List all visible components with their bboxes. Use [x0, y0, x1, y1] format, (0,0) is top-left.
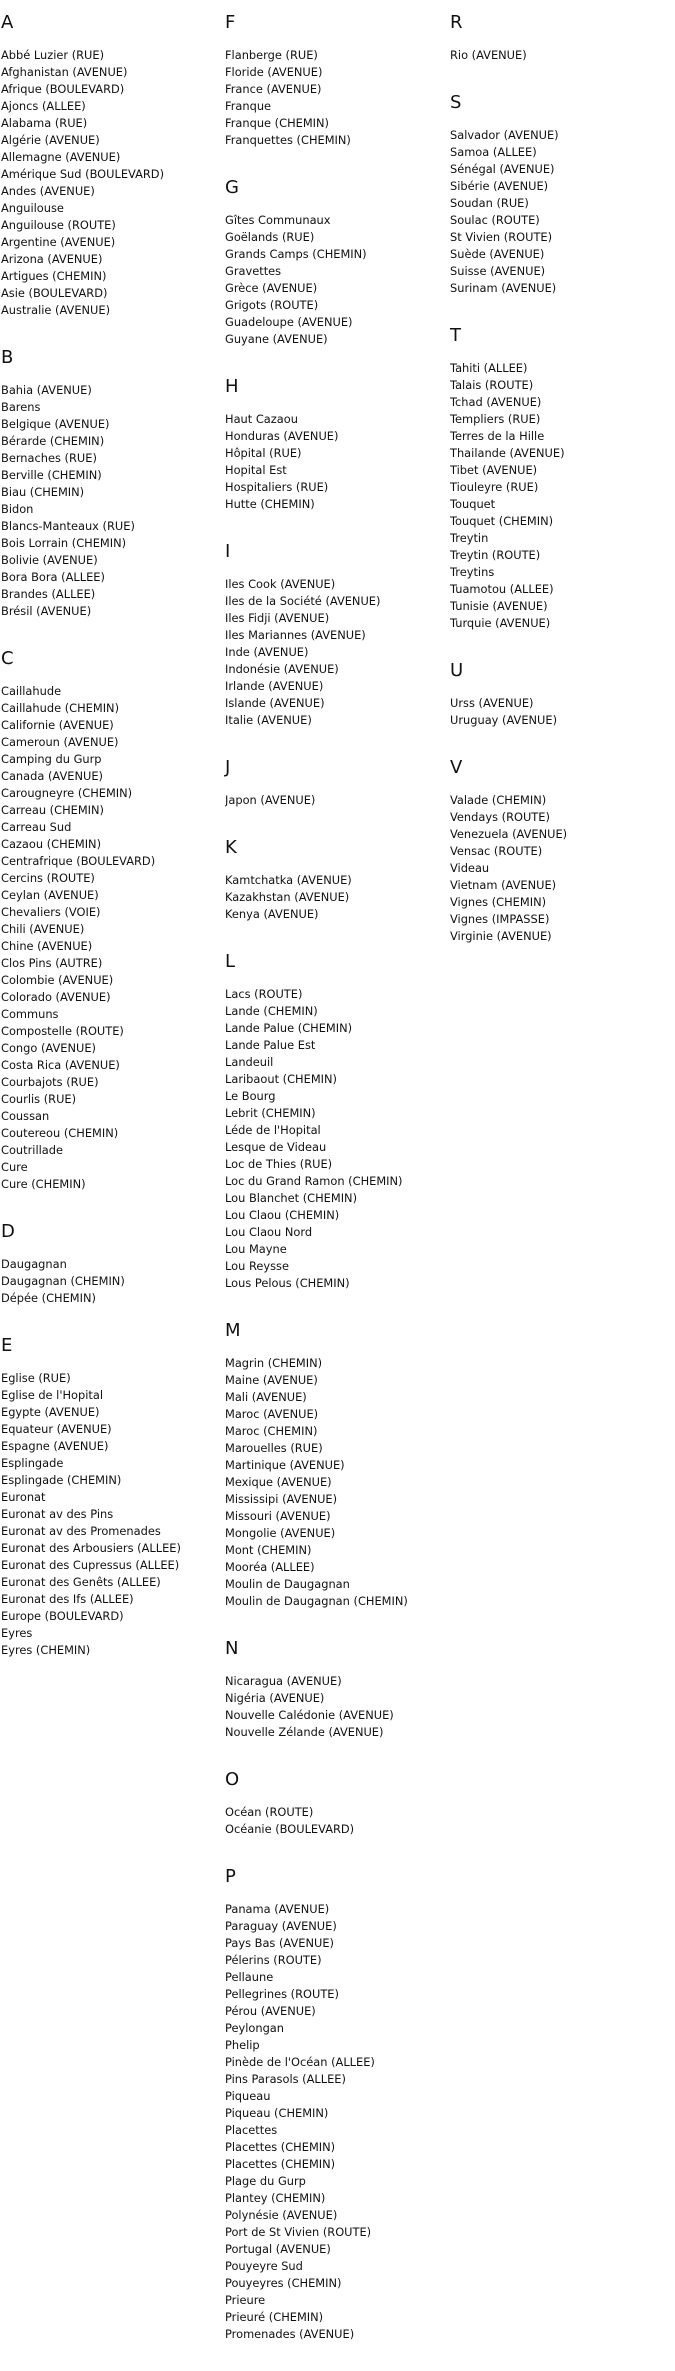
street-link[interactable]: Berville (CHEMIN) [1, 468, 102, 482]
street-link[interactable]: Uruguay (AVENUE) [450, 713, 558, 727]
letter-group [450, 325, 672, 632]
street-link[interactable]: Gîtes Communaux [225, 213, 331, 227]
street-link[interactable]: Tunisie (AVENUE) [450, 599, 548, 613]
street-link[interactable]: Vignes (CHEMIN) [450, 895, 547, 909]
street-link[interactable]: Australie (AVENUE) [1, 303, 111, 317]
street-link[interactable]: Vignes (IMPASSE) [450, 912, 550, 926]
street-link[interactable]: Grands Camps (CHEMIN) [225, 247, 367, 261]
street-link[interactable]: Sibérie (AVENUE) [450, 179, 549, 193]
street-link[interactable]: Afrique (BOULEVARD) [1, 82, 125, 96]
street-link[interactable]: Euronat des Arbousiers (ALLEE) [1, 1541, 181, 1555]
letter-group [225, 837, 450, 923]
street-link[interactable]: Magrin (CHEMIN) [225, 1356, 323, 1370]
street-link[interactable]: Suisse (AVENUE) [450, 264, 546, 278]
street-link[interactable]: Loc de Thies (RUE) [225, 1157, 333, 1171]
street-link[interactable]: Dépée (CHEMIN) [1, 1291, 96, 1305]
street-link[interactable]: Templiers (RUE) [450, 412, 541, 426]
street-link[interactable]: Maine (AVENUE) [225, 1373, 318, 1387]
street-link[interactable]: Biau (CHEMIN) [1, 485, 85, 499]
street-link[interactable]: Missouri (AVENUE) [225, 1509, 331, 1523]
letter-heading: T [450, 325, 461, 346]
letter-heading: G [225, 177, 239, 198]
street-list [225, 792, 450, 809]
street-link[interactable]: Lou Claou Nord [225, 1225, 313, 1239]
street-link[interactable]: Treytin [450, 531, 489, 545]
letter-group [225, 1638, 450, 1741]
letter-group [225, 12, 450, 149]
street-link[interactable]: Anguilouse [1, 201, 64, 215]
street-link[interactable]: Allemagne (AVENUE) [1, 150, 121, 164]
street-link[interactable]: Andes (AVENUE) [1, 184, 95, 198]
street-link[interactable]: Euronat av des Promenades [1, 1524, 161, 1538]
street-link[interactable]: Honduras (AVENUE) [225, 429, 339, 443]
letter-group [450, 757, 672, 945]
letter-group [1, 1221, 221, 1307]
street-link[interactable]: Mooréa (ALLEE) [225, 1560, 315, 1574]
street-link[interactable]: Landeuil [225, 1055, 274, 1069]
street-link[interactable]: Iles Mariannes (AVENUE) [225, 628, 366, 642]
letter-group [225, 177, 450, 348]
street-link[interactable]: Port de St Vivien (ROUTE) [225, 2225, 372, 2239]
letter-heading: I [225, 541, 231, 562]
street-link[interactable]: Prieuré (CHEMIN) [225, 2310, 324, 2324]
street-link[interactable]: Coutereou (CHEMIN) [1, 1126, 119, 1140]
street-link[interactable]: Indonésie (AVENUE) [225, 662, 339, 676]
letter-group [1, 1335, 221, 1659]
street-list [225, 212, 450, 348]
street-link[interactable]: Bora Bora (ALLEE) [1, 570, 105, 584]
street-list [225, 986, 450, 1292]
letter-group [225, 376, 450, 513]
street-link[interactable]: Flanberge (RUE) [225, 48, 318, 62]
street-link[interactable]: Océan (ROUTE) [225, 1805, 314, 1819]
street-link[interactable]: Clos Pins (AUTRE) [1, 956, 103, 970]
letter-heading: E [1, 1335, 13, 1356]
street-link[interactable]: Chine (AVENUE) [1, 939, 93, 953]
street-link[interactable]: Videau [450, 861, 490, 875]
street-link[interactable]: Coussan [1, 1109, 50, 1123]
street-link[interactable]: Turquie (AVENUE) [450, 616, 551, 630]
street-link[interactable]: Bidon [1, 502, 34, 516]
street-link[interactable]: Courlis (RUE) [1, 1092, 77, 1106]
street-link[interactable]: Mississipi (AVENUE) [225, 1492, 338, 1506]
street-link[interactable]: Hutte (CHEMIN) [225, 497, 315, 511]
street-link[interactable]: Treytins [450, 565, 495, 579]
street-link[interactable]: Guyane (AVENUE) [225, 332, 328, 346]
street-link[interactable]: Salvador (AVENUE) [450, 128, 559, 142]
street-link[interactable]: Tiouleyre (RUE) [450, 480, 539, 494]
street-link[interactable]: Cure [1, 1160, 28, 1174]
street-link[interactable]: Le Bourg [225, 1089, 276, 1103]
letter-heading: S [450, 92, 462, 113]
street-link[interactable]: Pérou (AVENUE) [225, 2004, 316, 2018]
street-link[interactable]: Pouyeyre Sud [225, 2259, 303, 2273]
street-link[interactable]: Moulin de Daugagnan (CHEMIN) [225, 1594, 408, 1608]
street-link[interactable]: Laribaout (CHEMIN) [225, 1072, 337, 1086]
street-link[interactable]: Equateur (AVENUE) [1, 1422, 112, 1436]
street-link[interactable]: Anguilouse (ROUTE) [1, 218, 116, 232]
street-link[interactable]: Samoa (ALLEE) [450, 145, 537, 159]
street-link[interactable]: Peylongan [225, 2021, 284, 2035]
letter-heading: B [1, 347, 14, 368]
letter-group [225, 757, 450, 809]
street-link[interactable]: Plantey (CHEMIN) [225, 2191, 326, 2205]
street-link[interactable]: Placettes [225, 2123, 278, 2137]
street-link[interactable]: Léde de l'Hopital [225, 1123, 321, 1137]
street-link[interactable]: Surinam (AVENUE) [450, 281, 557, 295]
letter-group [1, 648, 221, 1193]
street-link[interactable]: Lebrit (CHEMIN) [225, 1106, 316, 1120]
letter-heading: J [225, 757, 231, 778]
street-list [450, 695, 672, 729]
letter-heading: P [225, 1866, 236, 1887]
street-link[interactable]: Hopital Est [225, 463, 287, 477]
street-column [450, 12, 672, 973]
street-link[interactable]: Maroc (CHEMIN) [225, 1424, 318, 1438]
street-link[interactable]: Venezuela (AVENUE) [450, 827, 568, 841]
street-link[interactable]: Chili (AVENUE) [1, 922, 85, 936]
street-list [1, 382, 221, 620]
street-link[interactable]: Carreau Sud [1, 820, 72, 834]
street-list [225, 1673, 450, 1741]
street-link[interactable]: Pellegrines (ROUTE) [225, 1987, 339, 2001]
street-link[interactable]: Mongolie (AVENUE) [225, 1526, 336, 1540]
street-link[interactable]: Piqueau [225, 2089, 271, 2103]
street-link[interactable]: Haut Cazaou [225, 412, 298, 426]
street-link[interactable]: Grèce (AVENUE) [225, 281, 318, 295]
street-link[interactable]: Kenya (AVENUE) [225, 907, 319, 921]
street-link[interactable]: Mont (CHEMIN) [225, 1543, 312, 1557]
street-link[interactable]: Sénégal (AVENUE) [450, 162, 555, 176]
street-link[interactable]: Nigéria (AVENUE) [225, 1691, 325, 1705]
street-link[interactable]: Grigots (ROUTE) [225, 298, 319, 312]
letter-group [1, 12, 221, 319]
letter-heading: L [225, 951, 236, 972]
street-link[interactable]: Goëlands (RUE) [225, 230, 315, 244]
street-link[interactable]: Touquet (CHEMIN) [450, 514, 554, 528]
street-link[interactable]: Paraguay (AVENUE) [225, 1919, 337, 1933]
letter-group [225, 1769, 450, 1838]
street-link[interactable]: Lande (CHEMIN) [225, 1004, 318, 1018]
street-link[interactable]: Egypte (AVENUE) [1, 1405, 100, 1419]
street-link[interactable]: Mali (AVENUE) [225, 1390, 307, 1404]
street-link[interactable]: Vietnam (AVENUE) [450, 878, 557, 892]
letter-heading: U [450, 660, 464, 681]
street-link[interactable]: Treytin (ROUTE) [450, 548, 541, 562]
street-list [1, 683, 221, 1193]
street-link[interactable]: Hôpital (RUE) [225, 446, 302, 460]
street-link[interactable]: Irlande (AVENUE) [225, 679, 324, 693]
street-link[interactable]: Barens [1, 400, 41, 414]
street-link[interactable]: Lou Blanchet (CHEMIN) [225, 1191, 358, 1205]
street-link[interactable]: Lou Claou (CHEMIN) [225, 1208, 340, 1222]
street-link[interactable]: Eyres (CHEMIN) [1, 1643, 91, 1657]
street-link[interactable]: Nouvelle Zélande (AVENUE) [225, 1725, 384, 1739]
street-link[interactable]: Maroc (AVENUE) [225, 1407, 319, 1421]
street-link[interactable]: Pays Bas (AVENUE) [225, 1936, 334, 1950]
street-link[interactable]: Islande (AVENUE) [225, 696, 325, 710]
street-link[interactable]: Japon (AVENUE) [225, 793, 316, 807]
street-link[interactable]: Euronat des Cupressus (ALLEE) [1, 1558, 180, 1572]
street-link[interactable]: Esplingade [1, 1456, 64, 1470]
street-link[interactable]: Canada (AVENUE) [1, 769, 103, 783]
street-link[interactable]: Virginie (AVENUE) [450, 929, 552, 943]
street-link[interactable]: Daugagnan [1, 1257, 67, 1271]
street-link[interactable]: Compostelle (ROUTE) [1, 1024, 124, 1038]
street-link[interactable]: Arizona (AVENUE) [1, 252, 103, 266]
letter-group [225, 1866, 450, 2343]
street-list [450, 360, 672, 632]
street-link[interactable]: Guadeloupe (AVENUE) [225, 315, 353, 329]
street-link[interactable]: Tibet (AVENUE) [450, 463, 538, 477]
street-link[interactable]: Asie (BOULEVARD) [1, 286, 108, 300]
street-link[interactable]: Talais (ROUTE) [450, 378, 534, 392]
street-link[interactable]: Argentine (AVENUE) [1, 235, 116, 249]
street-link[interactable]: Cazaou (CHEMIN) [1, 837, 102, 851]
street-link[interactable]: Bahia (AVENUE) [1, 383, 92, 397]
letter-group [450, 92, 672, 297]
street-column [225, 12, 450, 2371]
street-link[interactable]: Lande Palue (CHEMIN) [225, 1021, 353, 1035]
letter-heading: O [225, 1769, 240, 1790]
street-link[interactable]: Bois Lorrain (CHEMIN) [1, 536, 127, 550]
street-link[interactable]: Tuamotou (ALLEE) [450, 582, 554, 596]
street-link[interactable]: Cameroun (AVENUE) [1, 735, 119, 749]
letter-heading: C [1, 648, 14, 669]
street-link[interactable]: Euronat des Ifs (ALLEE) [1, 1592, 134, 1606]
street-link[interactable]: Suède (AVENUE) [450, 247, 545, 261]
street-link[interactable]: Vensac (ROUTE) [450, 844, 543, 858]
street-link[interactable]: Inde (AVENUE) [225, 645, 309, 659]
street-link[interactable]: Urss (AVENUE) [450, 696, 534, 710]
street-link[interactable]: Lou Reysse [225, 1259, 289, 1273]
street-link[interactable]: Centrafrique (BOULEVARD) [1, 854, 156, 868]
letter-heading: H [225, 376, 239, 397]
street-link[interactable]: Pouyeyres (CHEMIN) [225, 2276, 342, 2290]
street-list [225, 872, 450, 923]
street-link[interactable]: Lous Pelous (CHEMIN) [225, 1276, 350, 1290]
street-link[interactable]: Brésil (AVENUE) [1, 604, 92, 618]
street-link[interactable]: Iles Cook (AVENUE) [225, 577, 336, 591]
letter-heading: K [225, 837, 237, 858]
letter-group [225, 951, 450, 1292]
street-column [1, 12, 221, 1687]
street-link[interactable]: St Vivien (ROUTE) [450, 230, 553, 244]
street-link[interactable]: Franque [225, 99, 272, 113]
street-link[interactable]: Bérarde (CHEMIN) [1, 434, 105, 448]
street-link[interactable]: Vendays (ROUTE) [450, 810, 550, 824]
street-link[interactable]: Floride (AVENUE) [225, 65, 323, 79]
street-link[interactable]: Gravettes [225, 264, 282, 278]
letter-group [450, 660, 672, 729]
street-link[interactable]: Brandes (ALLEE) [1, 587, 96, 601]
letter-heading: M [225, 1320, 241, 1341]
street-link[interactable]: Pélerins (ROUTE) [225, 1953, 322, 1967]
street-link[interactable]: Polynésie (AVENUE) [225, 2208, 338, 2222]
street-link[interactable]: Amérique Sud (BOULEVARD) [1, 167, 165, 181]
street-link[interactable]: Cercins (ROUTE) [1, 871, 95, 885]
letter-heading: R [450, 12, 463, 33]
street-link[interactable]: Pinède de l'Océan (ALLEE) [225, 2055, 375, 2069]
street-link[interactable]: Lesque de Videau [225, 1140, 327, 1154]
street-list [225, 47, 450, 149]
street-link[interactable]: Iles Fidji (AVENUE) [225, 611, 330, 625]
street-link[interactable]: Daugagnan (CHEMIN) [1, 1274, 125, 1288]
street-link[interactable]: Nouvelle Calédonie (AVENUE) [225, 1708, 394, 1722]
street-link[interactable]: Lou Mayne [225, 1242, 287, 1256]
street-link[interactable]: Euronat [1, 1490, 46, 1504]
street-link[interactable]: Nicaragua (AVENUE) [225, 1674, 342, 1688]
street-link[interactable]: Terres de la Hille [450, 429, 545, 443]
street-link[interactable]: Communs [1, 1007, 59, 1021]
street-link[interactable]: Valade (CHEMIN) [450, 793, 547, 807]
street-link[interactable]: Franquettes (CHEMIN) [225, 133, 351, 147]
street-link[interactable]: Eyres [1, 1626, 33, 1640]
street-link[interactable]: Thailande (AVENUE) [450, 446, 565, 460]
street-link[interactable]: Franque (CHEMIN) [225, 116, 329, 130]
street-link[interactable]: Rio (AVENUE) [450, 48, 527, 62]
street-link[interactable]: Blancs-Manteaux (RUE) [1, 519, 135, 533]
street-link[interactable]: Ceylan (AVENUE) [1, 888, 99, 902]
street-list [1, 47, 221, 319]
street-link[interactable]: Marouelles (RUE) [225, 1441, 323, 1455]
street-list [450, 792, 672, 945]
letter-heading: V [450, 757, 463, 778]
street-link[interactable]: Eglise de l'Hopital [1, 1388, 104, 1402]
street-link[interactable]: Placettes (CHEMIN) [225, 2157, 336, 2171]
street-link[interactable]: Tchad (AVENUE) [450, 395, 542, 409]
street-link[interactable]: Artigues (CHEMIN) [1, 269, 107, 283]
street-link[interactable]: Eglise (RUE) [1, 1371, 71, 1385]
street-link[interactable]: Kamtchatka (AVENUE) [225, 873, 352, 887]
street-link[interactable]: Esplingade (CHEMIN) [1, 1473, 122, 1487]
street-link[interactable]: Plage du Gurp [225, 2174, 306, 2188]
street-link[interactable]: Prieure [225, 2293, 266, 2307]
street-link[interactable]: Bolivie (AVENUE) [1, 553, 98, 567]
street-link[interactable]: Carreau (CHEMIN) [1, 803, 104, 817]
street-link[interactable]: Carougneyre (CHEMIN) [1, 786, 133, 800]
street-link[interactable]: Colorado (AVENUE) [1, 990, 111, 1004]
street-link[interactable]: Alabama (RUE) [1, 116, 88, 130]
street-link[interactable]: Italie (AVENUE) [225, 713, 312, 727]
street-link[interactable]: Touquet [450, 497, 496, 511]
street-link[interactable]: Afghanistan (AVENUE) [1, 65, 128, 79]
street-list [1, 1370, 221, 1659]
street-link[interactable]: Ajoncs (ALLEE) [1, 99, 86, 113]
street-link[interactable]: Lande Palue Est [225, 1038, 316, 1052]
street-link[interactable]: Costa Rica (AVENUE) [1, 1058, 120, 1072]
street-link[interactable]: Pins Parasols (ALLEE) [225, 2072, 346, 2086]
letter-group [450, 12, 672, 64]
street-link[interactable]: Phelip [225, 2038, 260, 2052]
street-list [225, 1901, 450, 2343]
street-link[interactable]: Iles de la Société (AVENUE) [225, 594, 381, 608]
street-link[interactable]: France (AVENUE) [225, 82, 322, 96]
street-list [225, 1355, 450, 1610]
street-link[interactable]: Colombie (AVENUE) [1, 973, 114, 987]
street-list [450, 127, 672, 297]
street-link[interactable]: Hospitaliers (RUE) [225, 480, 329, 494]
street-link[interactable]: Kazakhstan (AVENUE) [225, 890, 350, 904]
street-link[interactable]: Caillahude (CHEMIN) [1, 701, 120, 715]
street-link[interactable]: Euronat av des Pins [1, 1507, 114, 1521]
street-link[interactable]: Placettes (CHEMIN) [225, 2140, 336, 2154]
street-link[interactable]: Piqueau (CHEMIN) [225, 2106, 329, 2120]
letter-heading: F [225, 12, 236, 33]
street-link[interactable]: Océanie (BOULEVARD) [225, 1822, 355, 1836]
street-link[interactable]: Soudan (RUE) [450, 196, 529, 210]
street-link[interactable]: Espagne (AVENUE) [1, 1439, 109, 1453]
street-link[interactable]: Promenades (AVENUE) [225, 2327, 355, 2341]
street-link[interactable]: Caillahude [1, 684, 62, 698]
street-link[interactable]: Algérie (AVENUE) [1, 133, 100, 147]
street-link[interactable]: Californie (AVENUE) [1, 718, 114, 732]
street-link[interactable]: Bernaches (RUE) [1, 451, 97, 465]
street-list [225, 576, 450, 729]
street-link[interactable]: Pellaune [225, 1970, 274, 1984]
street-link[interactable]: Moulin de Daugagnan [225, 1577, 350, 1591]
letter-heading: A [1, 12, 14, 33]
street-link[interactable]: Coutrillade [1, 1143, 64, 1157]
street-list [1, 1256, 221, 1307]
street-list [225, 411, 450, 513]
street-link[interactable]: Loc du Grand Ramon (CHEMIN) [225, 1174, 403, 1188]
street-link[interactable]: Lacs (ROUTE) [225, 987, 303, 1001]
street-link[interactable]: Europe (BOULEVARD) [1, 1609, 124, 1623]
street-link[interactable]: Chevaliers (VOIE) [1, 905, 101, 919]
street-link[interactable]: Euronat des Genêts (ALLEE) [1, 1575, 161, 1589]
street-link[interactable]: Soulac (ROUTE) [450, 213, 540, 227]
street-link[interactable]: Panama (AVENUE) [225, 1902, 330, 1916]
street-link[interactable]: Courbajots (RUE) [1, 1075, 99, 1089]
street-link[interactable]: Martinique (AVENUE) [225, 1458, 345, 1472]
letter-group [225, 1320, 450, 1610]
street-link[interactable]: Tahiti (ALLEE) [450, 361, 528, 375]
street-link[interactable]: Camping du Gurp [1, 752, 102, 766]
letter-heading: D [1, 1221, 15, 1242]
street-list [450, 47, 672, 64]
street-link[interactable]: Belgique (AVENUE) [1, 417, 110, 431]
letter-group [1, 347, 221, 620]
letter-heading: N [225, 1638, 239, 1659]
street-link[interactable]: Portugal (AVENUE) [225, 2242, 331, 2256]
street-link[interactable]: Congo (AVENUE) [1, 1041, 96, 1055]
street-link[interactable]: Cure (CHEMIN) [1, 1177, 86, 1191]
street-list [225, 1804, 450, 1838]
street-link[interactable]: Abbé Luzier (RUE) [1, 48, 105, 62]
letter-group [225, 541, 450, 729]
street-link[interactable]: Mexique (AVENUE) [225, 1475, 332, 1489]
